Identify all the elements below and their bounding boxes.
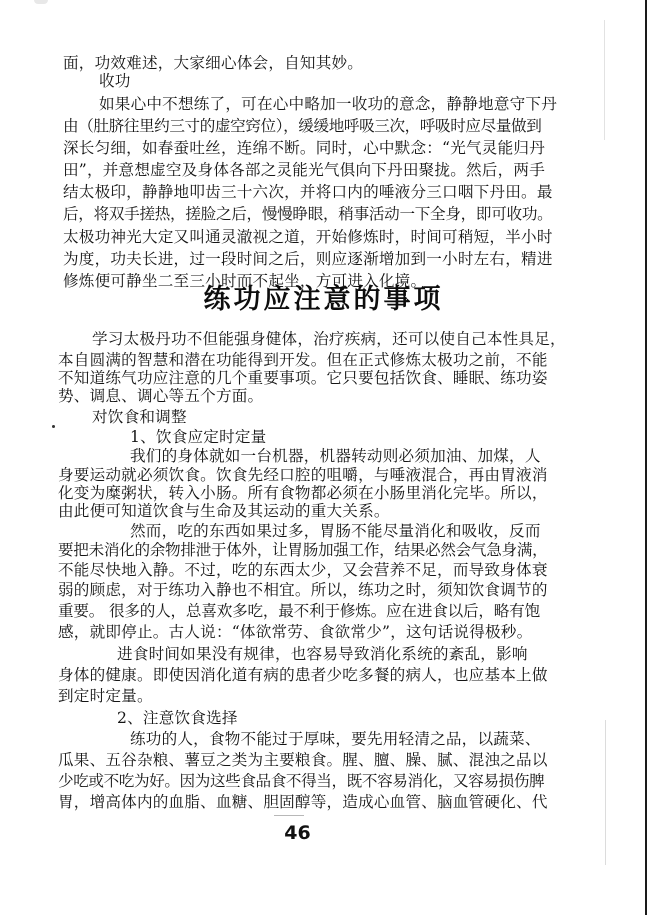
page-number: 46 (284, 822, 311, 844)
subheading-diet: 对饮食和调整 (92, 408, 187, 426)
scan-crease (605, 720, 606, 865)
text-line: 面，功效难述，大家细心体会，自知其妙。 (63, 54, 364, 72)
text-line: 身体的健康。即使因消化道有病的患者少吃多餐的病人，也应基本上做 (58, 666, 548, 684)
text-line: 要把未消化的余物排泄于体外，让胃肠加强工作，结果必然会气急身满， (58, 541, 548, 559)
section-heading: 练功应注意的事项 (203, 284, 444, 315)
subheading-diet-1: 1、饮食应定时定量 (130, 428, 267, 446)
text-line: 感，就即停止。古人说：“体欲常劳、食欲常少”，这句话说得极秒。 (58, 623, 533, 641)
text-line: 不知道练气功应注意的几个重要事项。它只要包括饮食、睡眠、练功姿 (58, 369, 548, 387)
text-line: 化变为糜粥状，转入小肠。所有食物都必须在小肠里消化完毕。所以， (58, 484, 548, 502)
text-line: 如果心中不想练了，可在心中略加一收功的意念，静静地意守下丹 (99, 95, 558, 113)
scan-smudge (34, 0, 48, 4)
text-line: 田”，并意想虚空及身体各部之灵能光气俱向下丹田聚拢。然后，两手 (63, 161, 545, 179)
text-line: 势、调息、调心等五个方面。 (58, 387, 264, 405)
text-line: 进食时间如果没有规律，也容易导致消化系统的紊乱，影响 (117, 645, 528, 663)
scan-crease (604, 20, 605, 140)
text-line: 由此便可知道饮食与生命及其运动的重大关系。 (58, 502, 390, 520)
text-line: 本自圆满的智慧和潜在功能得到开发。但在正式修炼太极功之前，不能 (58, 351, 548, 369)
text-line: 太极功神光大定又叫通灵澈视之道，开始修炼时，时间可稍短，半小时 (63, 228, 553, 246)
text-line: 修炼便可静坐二至三小时而不起坐，方可进入化境。 (63, 272, 427, 290)
text-line: 由（肚脐往里约三寸的虚空窍位），缓缓地呼吸三次，呼吸时应尽量做到 (63, 117, 542, 135)
footer-rule (274, 815, 304, 816)
text-line: 后，将双手搓热，搓脸之后，慢慢睁眼，稍事活动一下全身，即可收功。 (63, 205, 553, 223)
text-line: 弱的顾虑，对于练功入静也不相宜。所以，练功之时，须知饮食调节的 (58, 581, 548, 599)
text-line: 深长匀细，如春蚕吐丝，连绵不断。同时，心中默念：“光气灵能归丹 (63, 139, 545, 157)
text-line: 不能尽快地入静。不过，吃的东西太少，又会营养不足，而导致身体衰 (58, 561, 548, 579)
text-line: 然而，吃的东西如果过多，胃肠不能尽量消化和吸收，反而 (130, 522, 541, 540)
text-line: 重要。 很多的人，总喜欢多吃，最不利于修炼。应在进食以后，略有饱 (58, 602, 540, 620)
text-line: 学习太极丹功不但能强身健体，治疗疾病，还可以使自己本性具足， (92, 330, 566, 348)
text-line: 结太极印，静静地叩齿三十六次，并将口内的唾液分三口咽下丹田。最 (63, 183, 553, 201)
text-line: 少吃或不吃为好。因为这些食品食不得当，既不容易消化，又容易损伤脾 (58, 772, 545, 790)
text-line: 胃，增高体内的血脂、血糖、胆固醇等，造成心血管、脑血管硬化、代 (58, 793, 548, 811)
text-line: 为度，功夫长进，过一段时间之后，则应逐渐增加到一小时左右，精进 (63, 250, 553, 268)
text-line: 瓜果、五谷杂粮、薯豆之类为主要粮食。腥、膻、臊、腻、混浊之品以 (58, 751, 548, 769)
text-line: 到定时定量。 (58, 687, 153, 705)
scan-speck (52, 425, 55, 428)
text-line: 身要运动就必须饮食。饮食先经口腔的咀嚼，与唾液混合，再由胃液消 (58, 466, 548, 484)
subheading-shougong: 收功 (99, 72, 131, 90)
subheading-diet-2: 2、注意饮食选择 (117, 709, 238, 727)
text-line: 我们的身体就如一台机器，机器转动则必须加油、加煤，人 (130, 447, 541, 465)
text-line: 练功的人，食物不能过于厚味，要先用轻清之品，以蔬菜、 (130, 730, 541, 748)
